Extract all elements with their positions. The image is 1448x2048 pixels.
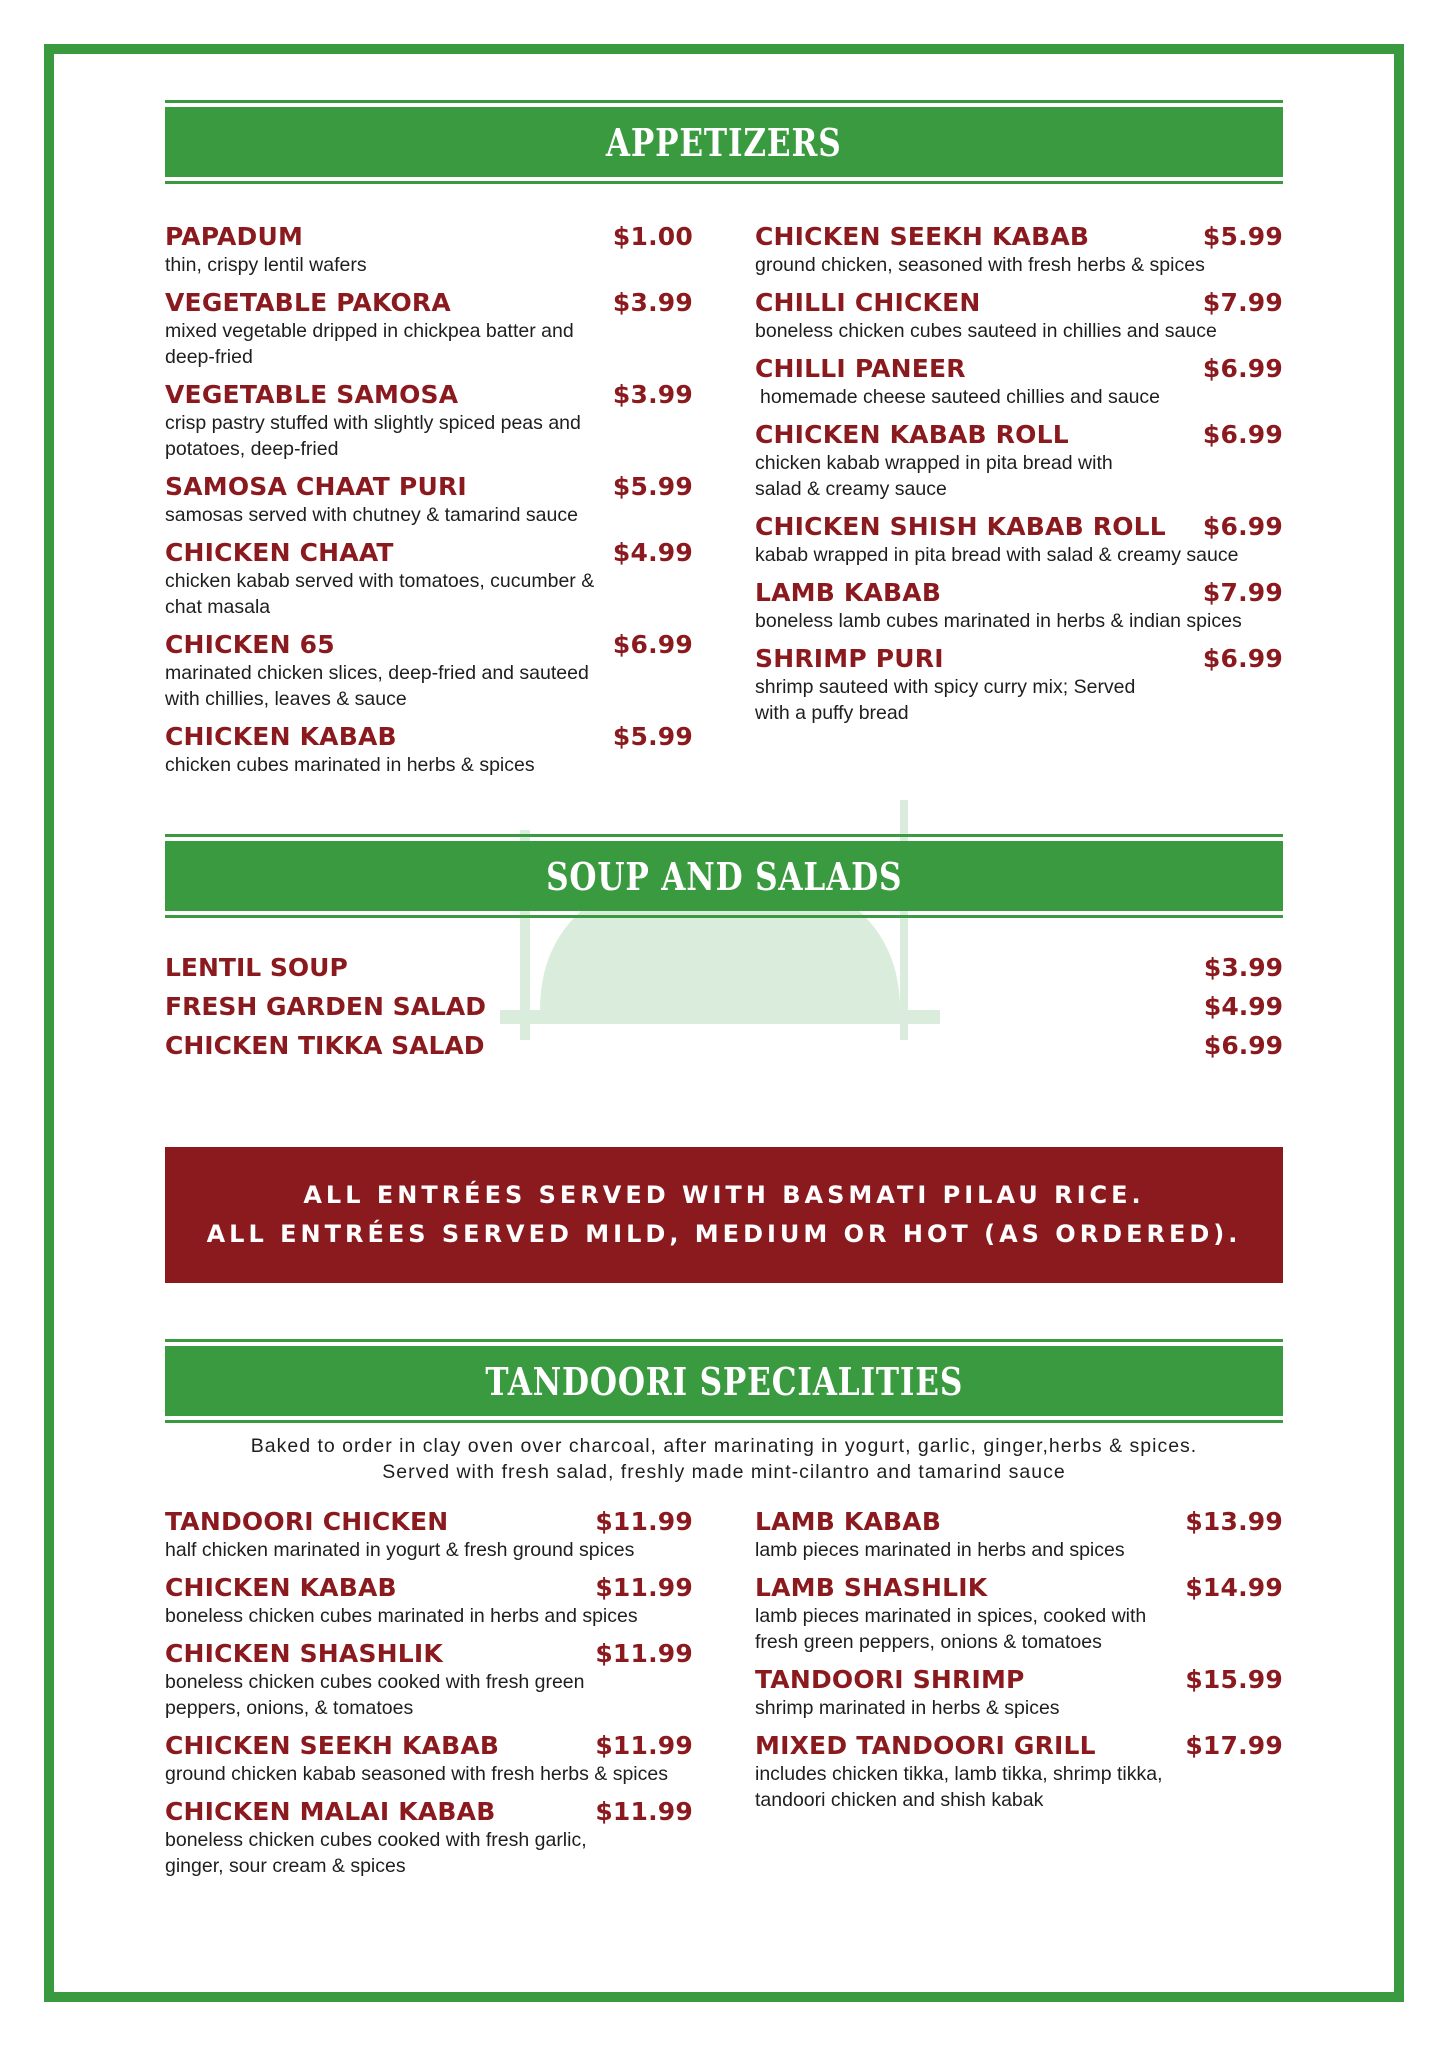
item-price: $6.99 bbox=[1203, 1031, 1283, 1060]
menu-item bbox=[755, 1573, 1283, 1655]
item-price: $6.99 bbox=[1202, 512, 1283, 541]
item-desc: lamb pieces marinated in spices, cooked with fresh green peppers, onions & tomatoes bbox=[755, 1605, 1147, 1653]
tandoori-left-column bbox=[165, 1507, 693, 1889]
menu-content bbox=[165, 100, 1283, 1889]
item-desc: boneless chicken cubes cooked with fresh garlic, ginger, sour cream & spices bbox=[165, 1829, 587, 1877]
item-name: CHICKEN SHISH KABAB ROLL bbox=[755, 512, 1166, 541]
item-name: TANDOORI CHICKEN bbox=[165, 1507, 449, 1536]
intro-line: Baked to order in clay oven over charcoal, after marinating in yogurt, garlic, ginger,herbs & spices. bbox=[250, 1435, 1198, 1457]
tandoori-intro bbox=[165, 1433, 1283, 1485]
section-title: APPETIZERS bbox=[606, 119, 842, 165]
item-desc: half chicken marinated in yogurt & fresh ground spices bbox=[165, 1539, 635, 1561]
item-name: PAPADUM bbox=[165, 222, 304, 251]
item-name: LAMB KABAB bbox=[755, 578, 942, 607]
menu-item bbox=[165, 1573, 693, 1629]
soups-list bbox=[165, 948, 1283, 1065]
item-name: CHICKEN SEEKH KABAB bbox=[755, 222, 1090, 251]
section-title: TANDOORI SPECIALITIES bbox=[485, 1358, 963, 1404]
item-price: $6.99 bbox=[1202, 644, 1283, 673]
tandoori-header bbox=[165, 1339, 1283, 1423]
item-desc: marinated chicken slices, deep-fried and sauteed with chillies, leaves & sauce bbox=[165, 662, 589, 710]
item-desc: thin, crispy lentil wafers bbox=[165, 254, 367, 276]
menu-item bbox=[165, 630, 693, 712]
item-name: CHICKEN TIKKA SALAD bbox=[165, 1031, 485, 1060]
item-desc: mixed vegetable dripped in chickpea batter and deep-fried bbox=[165, 320, 574, 368]
item-desc: chicken kabab wrapped in pita bread with salad & creamy sauce bbox=[755, 452, 1113, 500]
item-price: $6.99 bbox=[1202, 354, 1283, 383]
menu-item bbox=[755, 578, 1283, 634]
menu-item bbox=[755, 222, 1283, 278]
menu-item bbox=[165, 948, 1283, 987]
menu-item bbox=[755, 512, 1283, 568]
section-title: SOUP AND SALADS bbox=[545, 853, 903, 899]
item-price: $3.99 bbox=[1203, 953, 1283, 982]
tandoori-columns bbox=[165, 1507, 1283, 1889]
item-desc: shrimp marinated in herbs & spices bbox=[755, 1697, 1060, 1719]
item-desc: chicken cubes marinated in herbs & spices bbox=[165, 754, 535, 776]
item-name: MIXED TANDOORI GRILL bbox=[755, 1731, 1096, 1760]
item-price: $11.99 bbox=[595, 1639, 693, 1668]
item-name: CHICKEN CHAAT bbox=[165, 538, 394, 567]
item-price: $11.99 bbox=[595, 1573, 693, 1602]
item-price: $13.99 bbox=[1185, 1507, 1283, 1536]
menu-item bbox=[165, 1026, 1283, 1065]
item-name: CHICKEN MALAI KABAB bbox=[165, 1797, 496, 1826]
item-price: $5.99 bbox=[1202, 222, 1283, 251]
item-desc: kabab wrapped in pita bread with salad & creamy sauce bbox=[755, 544, 1239, 566]
menu-item bbox=[165, 222, 693, 278]
soups-header bbox=[165, 834, 1283, 918]
banner-line: ALL ENTRÉES SERVED WITH BASMATI PILAU RICE. bbox=[303, 1181, 1145, 1209]
appetizers-right-column bbox=[755, 222, 1283, 788]
intro-line: Served with fresh salad, freshly made mint-cilantro and tamarind sauce bbox=[382, 1461, 1066, 1483]
appetizers-columns bbox=[165, 222, 1283, 788]
item-price: $7.99 bbox=[1202, 578, 1283, 607]
banner-line: ALL ENTRÉES SERVED MILD, MEDIUM OR HOT (AS ORDERED). bbox=[206, 1220, 1242, 1248]
menu-item bbox=[165, 1639, 693, 1721]
item-desc: boneless chicken cubes cooked with fresh green peppers, onions, & tomatoes bbox=[165, 1671, 585, 1719]
menu-item bbox=[165, 987, 1283, 1026]
item-desc: homemade cheese sauteed chillies and sauce bbox=[760, 386, 1161, 408]
item-price: $6.99 bbox=[612, 630, 693, 659]
item-name: LAMB KABAB bbox=[755, 1507, 942, 1536]
menu-item bbox=[165, 1797, 693, 1879]
item-price: $4.99 bbox=[612, 538, 693, 567]
item-desc: boneless chicken cubes sauteed in chillies and sauce bbox=[755, 320, 1217, 342]
item-name: TANDOORI SHRIMP bbox=[755, 1665, 1025, 1694]
item-name: FRESH GARDEN SALAD bbox=[165, 992, 486, 1021]
item-price: $3.99 bbox=[612, 380, 693, 409]
item-price: $11.99 bbox=[595, 1797, 693, 1826]
item-name: CHILLI CHICKEN bbox=[755, 288, 981, 317]
item-price: $4.99 bbox=[1203, 992, 1283, 1021]
item-desc: ground chicken, seasoned with fresh herbs & spices bbox=[755, 254, 1205, 276]
menu-item bbox=[755, 288, 1283, 344]
item-desc: crisp pastry stuffed with slightly spiced peas and potatoes, deep-fried bbox=[165, 412, 581, 460]
item-price: $11.99 bbox=[595, 1507, 693, 1536]
menu-item bbox=[165, 538, 693, 620]
item-name: CHILLI PANEER bbox=[755, 354, 966, 383]
item-name: CHICKEN KABAB bbox=[165, 722, 397, 751]
menu-item bbox=[755, 354, 1283, 410]
menu-item bbox=[165, 288, 693, 370]
item-name: CHICKEN KABAB bbox=[165, 1573, 397, 1602]
menu-item bbox=[755, 420, 1283, 502]
item-desc: boneless lamb cubes marinated in herbs & indian spices bbox=[755, 610, 1242, 632]
menu-item bbox=[165, 380, 693, 462]
item-desc: samosas served with chutney & tamarind sauce bbox=[165, 504, 578, 526]
appetizers-left-column bbox=[165, 222, 693, 788]
item-price: $5.99 bbox=[612, 722, 693, 751]
item-desc: shrimp sauteed with spicy curry mix; Served with a puffy bread bbox=[755, 676, 1136, 724]
appetizers-header bbox=[165, 100, 1283, 184]
item-desc: ground chicken kabab seasoned with fresh herbs & spices bbox=[165, 1763, 668, 1785]
menu-item bbox=[165, 472, 693, 528]
item-price: $15.99 bbox=[1185, 1665, 1283, 1694]
item-price: $5.99 bbox=[612, 472, 693, 501]
item-name: CHICKEN 65 bbox=[165, 630, 335, 659]
item-desc: lamb pieces marinated in herbs and spices bbox=[755, 1539, 1125, 1561]
item-name: CHICKEN SHASHLIK bbox=[165, 1639, 444, 1668]
item-name: VEGETABLE SAMOSA bbox=[165, 380, 459, 409]
item-desc: includes chicken tikka, lamb tikka, shrimp tikka, tandoori chicken and shish kabak bbox=[755, 1763, 1163, 1811]
entrees-banner bbox=[165, 1147, 1283, 1283]
menu-item bbox=[755, 1507, 1283, 1563]
item-price: $11.99 bbox=[595, 1731, 693, 1760]
menu-item bbox=[165, 722, 693, 778]
item-name: CHICKEN KABAB ROLL bbox=[755, 420, 1069, 449]
tandoori-right-column bbox=[755, 1507, 1283, 1889]
item-name: VEGETABLE PAKORA bbox=[165, 288, 451, 317]
item-price: $7.99 bbox=[1202, 288, 1283, 317]
item-price: $17.99 bbox=[1185, 1731, 1283, 1760]
item-price: $1.00 bbox=[612, 222, 693, 251]
item-desc: boneless chicken cubes marinated in herbs and spices bbox=[165, 1605, 638, 1627]
menu-item bbox=[755, 1665, 1283, 1721]
item-name: SAMOSA CHAAT PURI bbox=[165, 472, 467, 501]
item-price: $6.99 bbox=[1202, 420, 1283, 449]
item-name: SHRIMP PURI bbox=[755, 644, 944, 673]
menu-item bbox=[755, 644, 1283, 726]
item-name: LAMB SHASHLIK bbox=[755, 1573, 988, 1602]
menu-item bbox=[165, 1731, 693, 1787]
item-desc: chicken kabab served with tomatoes, cucumber & chat masala bbox=[165, 570, 595, 618]
item-name: CHICKEN SEEKH KABAB bbox=[165, 1731, 500, 1760]
item-price: $3.99 bbox=[612, 288, 693, 317]
menu-item bbox=[755, 1731, 1283, 1813]
item-price: $14.99 bbox=[1185, 1573, 1283, 1602]
menu-item bbox=[165, 1507, 693, 1563]
item-name: LENTIL SOUP bbox=[165, 953, 348, 982]
